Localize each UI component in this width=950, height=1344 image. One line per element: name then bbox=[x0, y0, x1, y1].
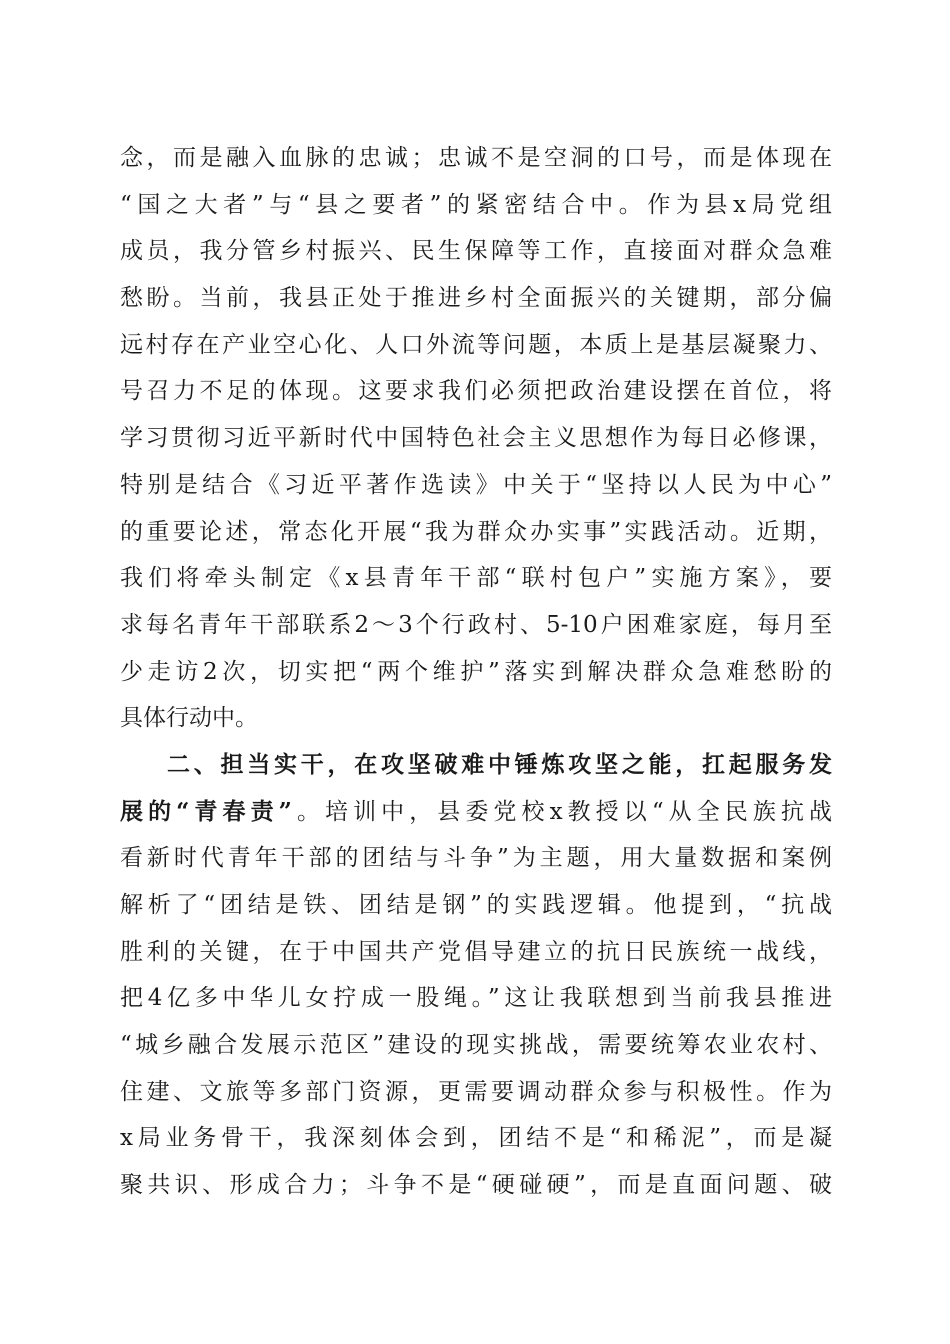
text-line bbox=[120, 789, 832, 836]
document-body bbox=[120, 135, 832, 1209]
text-line: 号召力不足的体现。这要求我们必须把政治建设摆在首位，将 bbox=[120, 378, 832, 405]
text-line: “城乡融合发展示范区”建设的现实挑战，需要统筹农业农村、 bbox=[120, 1032, 832, 1059]
text-line: 远村存在产业空心化、人口外流等问题，本质上是基层凝聚力、 bbox=[120, 331, 832, 358]
text-line: 念，而是融入血脉的忠诚；忠诚不是空洞的口号，而是体现在 bbox=[120, 145, 832, 171]
text-span: 。培训中，县委党校x教授以“从全民族抗战 bbox=[291, 798, 832, 825]
text-line: 愁盼。当前，我县正处于推进乡村全面振兴的关键期，部分偏 bbox=[120, 285, 832, 312]
text-line: 我们将牵头制定《x县青年干部“联村包户”实施方案》，要 bbox=[120, 565, 832, 592]
text-line: “国之大者”与“县之要者”的紧密结合中。作为县x局党组 bbox=[120, 191, 832, 218]
text-line: 成员，我分管乡村振兴、民生保障等工作，直接面对群众急难 bbox=[120, 238, 832, 265]
text-line: 的重要论述，常态化开展“我为群众办实事”实践活动。近期， bbox=[120, 518, 832, 545]
text-line: 特别是结合《习近平著作选读》中关于“坚持以人民为中心” bbox=[120, 471, 832, 498]
text-line: 把4亿多中华儿女拧成一股绳。”这让我联想到当前我县推进 bbox=[120, 985, 832, 1012]
text-line: 胜利的关键，在于中国共产党倡导建立的抗日民族统一战线， bbox=[120, 938, 832, 965]
text-line: 求每名青年干部联系2～3个行政村、5-10户困难家庭，每月至 bbox=[120, 611, 832, 638]
text-line: 聚共识、形成合力；斗争不是“硬碰硬”，而是直面问题、破 bbox=[120, 1172, 832, 1199]
text-line: 看新时代青年干部的团结与斗争”为主题，用大量数据和案例 bbox=[120, 845, 832, 872]
text-line: 具体行动中。 bbox=[120, 705, 258, 732]
text-line: 住建、文旅等多部门资源，更需要调动群众参与积极性。作为 bbox=[120, 1078, 832, 1105]
text-line: 解析了“团结是铁、团结是钢”的实践逻辑。他提到，“抗战 bbox=[120, 892, 832, 918]
text-line: 学习贯彻习近平新时代中国特色社会主义思想作为每日必修课， bbox=[120, 425, 832, 452]
section-heading: 二、担当实干，在攻坚破难中锤炼攻坚之能，扛起服务发 bbox=[167, 750, 832, 778]
section-heading-tail: 展的“青春责” bbox=[120, 797, 292, 825]
text-line: x局业务骨干，我深刻体会到，团结不是“和稀泥”，而是凝 bbox=[120, 1125, 832, 1152]
text-line: 少走访2次，切实把“两个维护”落实到解决群众急难愁盼的 bbox=[120, 658, 832, 685]
